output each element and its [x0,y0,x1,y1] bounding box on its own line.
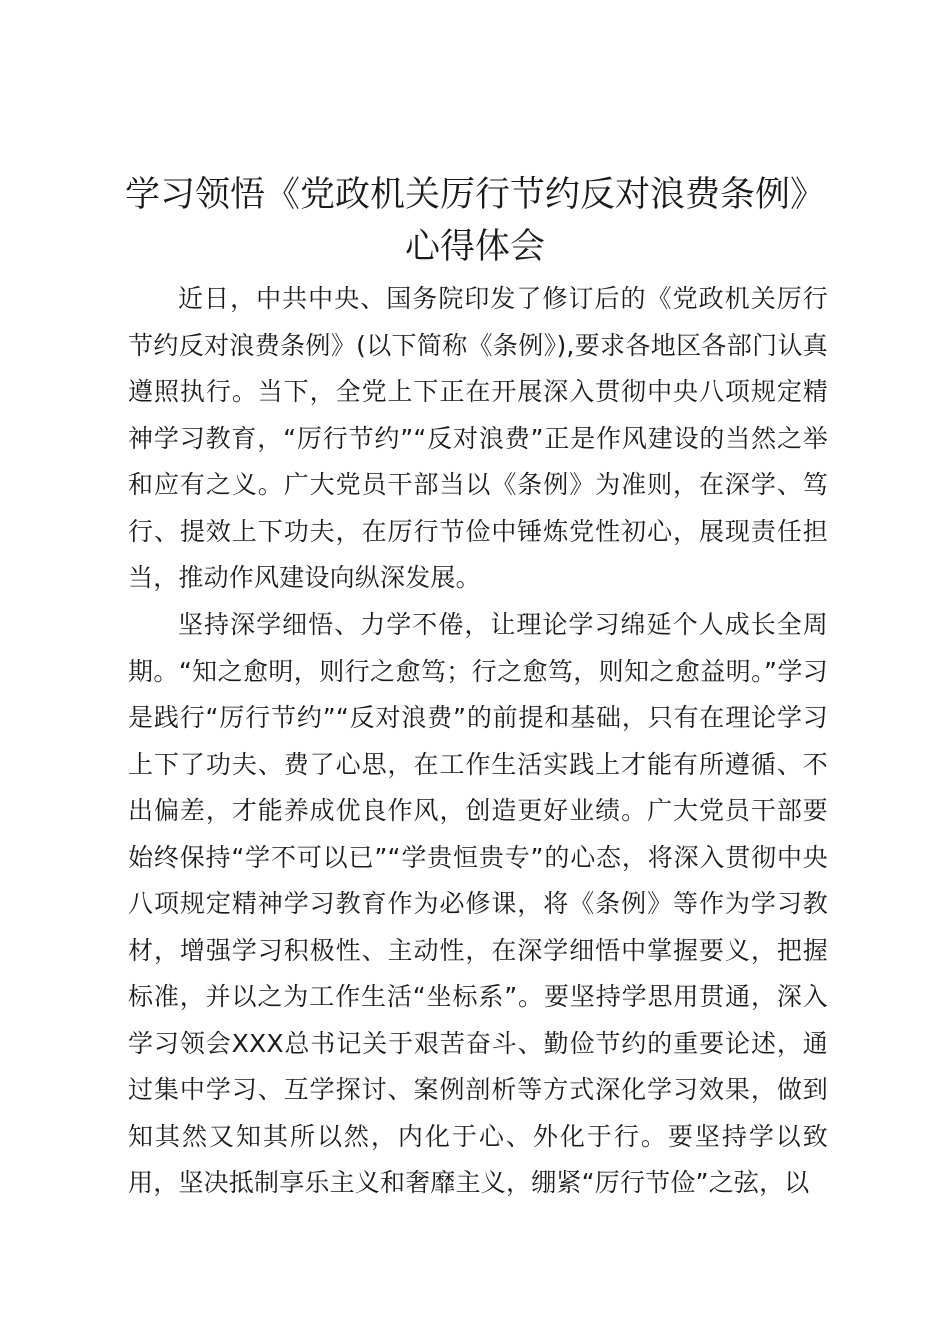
document-title-line-2: 心得体会 [404,227,545,267]
document-title-line-1: 学习领悟《党政机关厉行节约反对浪费条例》 [124,175,825,215]
body-paragraph-2: 坚持深学细悟、力学不倦，让理论学习绵延个人成长全周期。“知之愈明，则行之愈笃；行之愈笃，则知之愈益明。”学习是践行“厉行节约”“反对浪费”的前提和基础，只有在理论学习上下了功夫、费了心思，在工作生活实践上才能有所遵循、不出偏差，才能养成优良作风，创造更好业绩。广大党员干部要始终保持“学不可以已”“学贵恒贵专”的心态，将深入贯彻中央八项规定精神学习教育作为必修课，将《条例》等作为学习教材，增强学习积极性、主动性，在深学细悟中掌握要义，把握标准，并以之为工作生活“坐标系”。要坚持学思用贯通，深入学习领会XXX总书记关于艰苦奋斗、勤俭节约的重要论述，通过集中学习、互学探讨、案例剖析等方式深化学习效果，做到知其然又知其所以然，内化于心、外化于行。要坚持学以致用，坚决抵制享乐主义和奢靡主义，绷紧“厉行节俭”之弦，以 [128,610,828,1197]
body-paragraph-1: 近日，中共中央、国务院印发了修订后的《党政机关厉行节约反对浪费条例》(以下简称《条例》),要求各地区各部门认真遵照执行。当下，全党上下正在开展深入贯彻中央八项规定精神学习教育，“厉行节约”“反对浪费”正是作风建设的当然之举和应有之义。广大党员干部当以《条例》为准则，在深学、笃行、提效上下功夫，在厉行节俭中锤炼党性初心，展现责任担当，推动作风建设向纵深发展。 [128,284,828,592]
